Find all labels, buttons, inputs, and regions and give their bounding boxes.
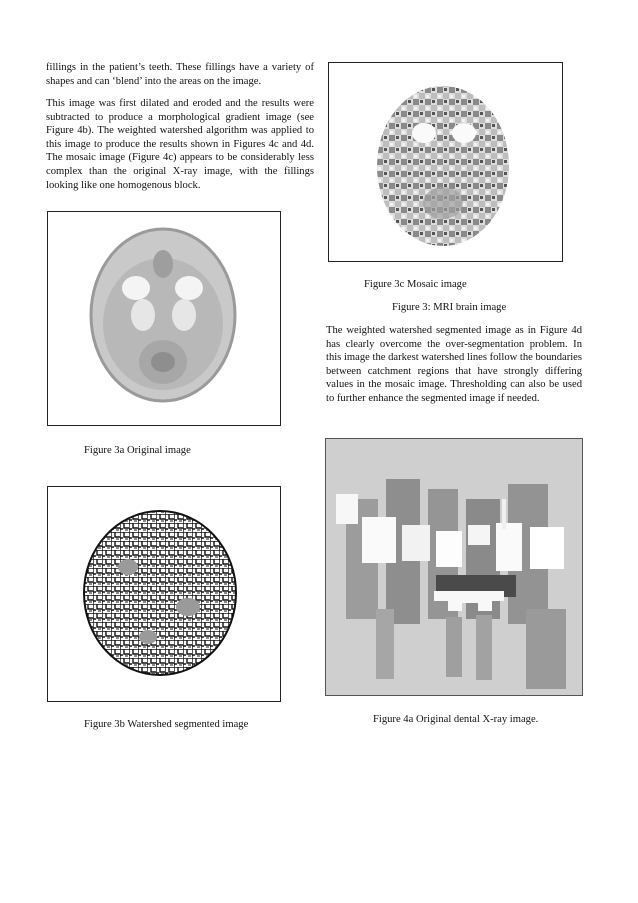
figure-3-caption: Figure 3: MRI brain image: [392, 302, 507, 313]
figure-4a-caption: Figure 4a Original dental X-ray image.: [373, 714, 539, 725]
figure-3b-caption: Figure 3b Watershed segmented image: [84, 719, 249, 730]
left-paragraph-1: fillings in the patient’s teeth. These fillings have a variety of shapes and can ‘blend’ into the areas on the image.: [46, 62, 314, 87]
figure-4a-image: [325, 438, 583, 696]
left-paragraph-2: This image was first dilated and eroded and the results were subtracted to produce a morphological gradient image (see Figure 4b). The weighted watershed algorithm was applied to this image to produce the results shown in Figures 4c and 4d. The mosaic image (Figure 4c) appears to be considerably less complex than the original X-ray image, with the fillings looking like one homogenous block.: [46, 98, 314, 191]
figure-3a-image: [47, 211, 281, 426]
right-paragraph-1: The weighted watershed segmented image as in Figure 4d has clearly overcome the over-segmentation problem. In this image the darkest watershed lines follow the boundaries between catchment regions that have strongly differing values in the mosaic image. Thresholding can also be used to further enhance the segmented image if needed.: [326, 325, 582, 404]
figure-3c-caption: Figure 3c Mosaic image: [364, 279, 467, 290]
figure-3c-image: [328, 62, 563, 262]
figure-3a-caption: Figure 3a Original image: [84, 445, 191, 456]
figure-3b-image: [47, 486, 281, 702]
